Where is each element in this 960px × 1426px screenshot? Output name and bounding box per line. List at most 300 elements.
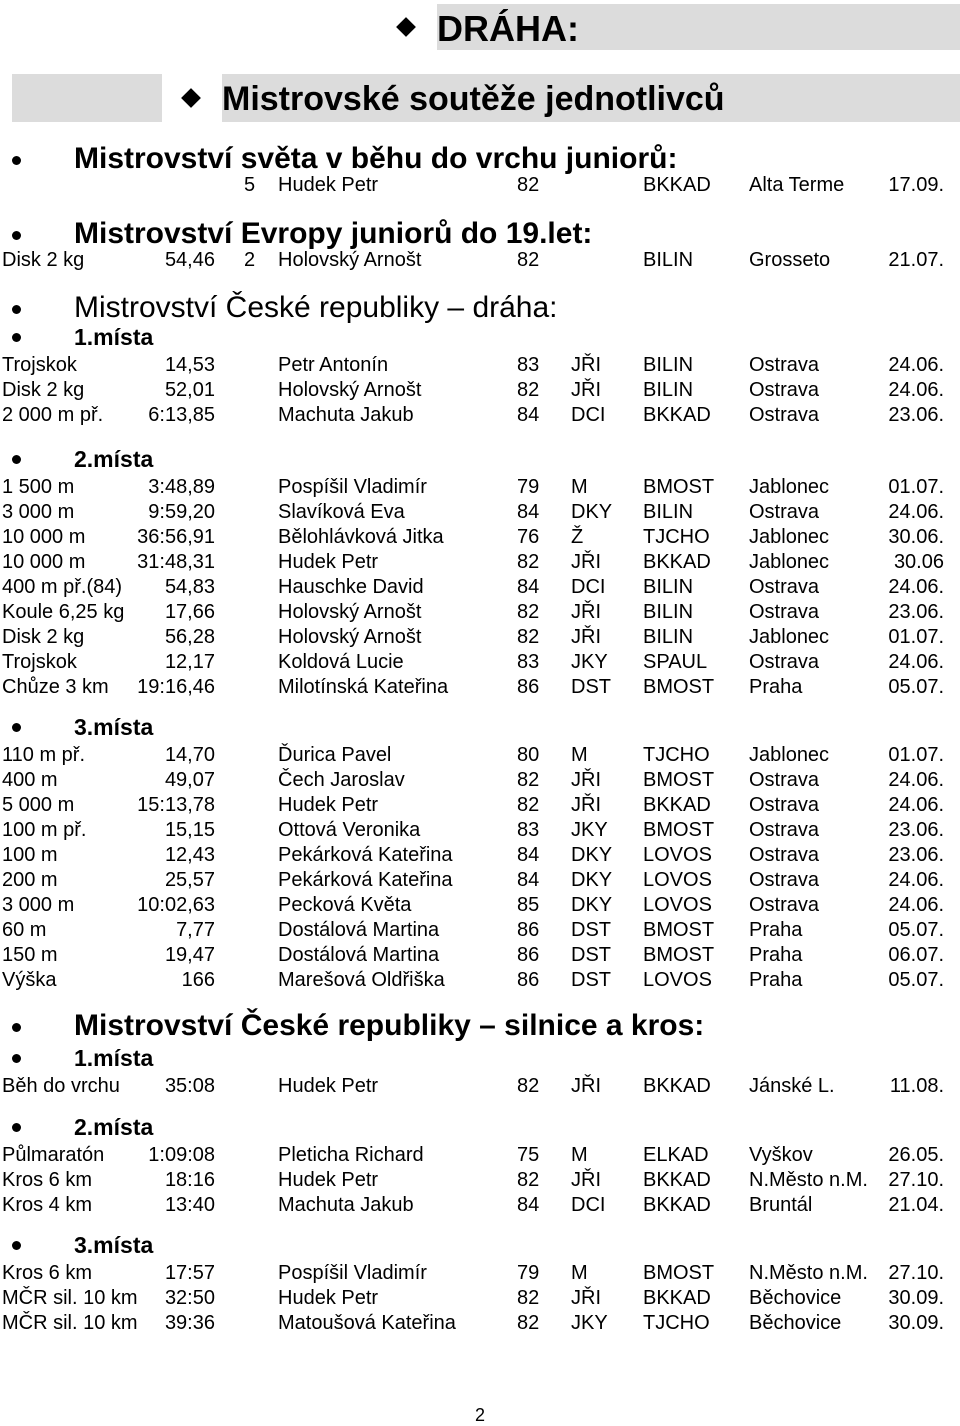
club-cell: SPAUL	[643, 651, 708, 673]
year-cell: 82	[517, 794, 540, 816]
category-cell: JŘI	[571, 1169, 601, 1191]
name-cell: Holovský Arnošt	[278, 626, 422, 648]
group-heading: 1.místa	[74, 324, 154, 350]
club-cell: BKKAD	[643, 174, 711, 196]
table-row	[0, 249, 960, 274]
name-cell: Slavíková Eva	[278, 501, 405, 523]
name-cell: Holovský Arnošt	[278, 601, 422, 623]
result-cell: 12,43	[164, 844, 215, 866]
year-cell: 83	[517, 651, 540, 673]
year-cell: 84	[517, 869, 540, 891]
year-cell: 84	[517, 576, 540, 598]
category-cell: Ž	[571, 526, 584, 548]
name-cell: Pecková Květa	[278, 894, 412, 916]
name-cell: Koldová Lucie	[278, 651, 404, 673]
table-row	[0, 1075, 960, 1100]
club-cell: TJCHO	[643, 526, 710, 548]
date-cell: 01.07.	[888, 476, 944, 498]
name-cell: Matoušová Kateřina	[278, 1312, 456, 1334]
venue-cell: Ostrava	[749, 576, 820, 598]
table-row	[0, 1194, 960, 1219]
date-cell: 30.09.	[888, 1287, 944, 1309]
year-cell: 82	[517, 1287, 540, 1309]
table-row	[0, 919, 960, 944]
result-cell: 3:48,89	[148, 476, 215, 498]
group-heading: 1.místa	[74, 1045, 154, 1071]
date-cell: 24.06.	[888, 794, 944, 816]
club-cell: BKKAD	[643, 551, 711, 573]
date-cell: 24.06.	[888, 379, 944, 401]
date-cell: 01.07.	[888, 626, 944, 648]
year-cell: 82	[517, 769, 540, 791]
table-row	[0, 944, 960, 969]
name-cell: Hudek Petr	[278, 1169, 379, 1191]
venue-cell: Běchovice	[749, 1312, 842, 1334]
result-cell: 17:57	[164, 1262, 215, 1284]
date-cell: 01.07.	[888, 744, 944, 766]
category-cell: DST	[571, 944, 611, 966]
date-cell: 24.06.	[888, 501, 944, 523]
category-cell: JŘI	[571, 551, 601, 573]
venue-cell: Praha	[749, 919, 803, 941]
place-cell: 2	[244, 249, 256, 271]
name-cell: Marešová Oldřiška	[278, 969, 445, 991]
category-cell: M	[571, 1144, 588, 1166]
date-cell: 24.06.	[888, 769, 944, 791]
discipline-cell: Výška	[2, 969, 57, 991]
table-row	[0, 769, 960, 794]
venue-cell: Jablonec	[749, 744, 830, 766]
table-row	[0, 819, 960, 844]
result-cell: 32:50	[164, 1287, 215, 1309]
discipline-cell: 2 000 m př.	[2, 404, 104, 426]
date-cell: 23.06.	[888, 844, 944, 866]
venue-cell: Ostrava	[749, 601, 820, 623]
date-cell: 30.06	[893, 551, 944, 573]
venue-cell: Jánské L.	[749, 1075, 835, 1097]
table-row	[0, 576, 960, 601]
group-heading: 3.místa	[74, 1232, 154, 1258]
venue-cell: Ostrava	[749, 844, 820, 866]
bullet-icon	[12, 156, 21, 165]
name-cell: Pospíšil Vladimír	[278, 1262, 427, 1284]
table-row	[0, 1312, 960, 1337]
category-cell: JŘI	[571, 1287, 601, 1309]
discipline-cell: Disk 2 kg	[2, 626, 85, 648]
year-cell: 82	[517, 174, 540, 196]
venue-cell: N.Město n.M.	[749, 1262, 868, 1284]
discipline-cell: 110 m př.	[2, 744, 85, 766]
discipline-cell: 10 000 m	[2, 551, 86, 573]
discipline-cell: 400 m	[2, 769, 58, 791]
result-cell: 14,70	[164, 744, 215, 766]
bullet-icon	[12, 231, 21, 240]
subtitle-bullet-box	[162, 74, 222, 122]
result-cell: 35:08	[164, 1075, 215, 1097]
name-cell: Ďurica Pavel	[278, 744, 392, 766]
discipline-cell: 5 000 m	[2, 794, 75, 816]
discipline-cell: Disk 2 kg	[2, 379, 85, 401]
club-cell: LOVOS	[643, 844, 712, 866]
table-row	[0, 354, 960, 379]
date-cell: 24.06.	[888, 869, 944, 891]
year-cell: 79	[517, 476, 540, 498]
club-cell: BKKAD	[643, 1169, 711, 1191]
club-cell: BILIN	[643, 601, 694, 623]
discipline-cell: 400 m př.(84)	[2, 576, 123, 598]
discipline-cell: Disk 2 kg	[2, 249, 85, 271]
category-cell: DCI	[571, 1194, 606, 1216]
date-cell: 24.06.	[888, 651, 944, 673]
discipline-cell: MČR sil. 10 km	[2, 1287, 138, 1309]
result-cell: 9:59,20	[148, 501, 215, 523]
date-cell: 26.05.	[888, 1144, 944, 1166]
table-row	[0, 969, 960, 994]
category-cell: M	[571, 476, 588, 498]
table-row	[0, 1144, 960, 1169]
name-cell: Pleticha Richard	[278, 1144, 424, 1166]
discipline-cell: Kros 6 km	[2, 1262, 93, 1284]
discipline-cell: Půlmaratón	[2, 1144, 105, 1166]
date-cell: 11.08.	[889, 1075, 944, 1097]
club-cell: BMOST	[643, 919, 715, 941]
venue-cell: Alta Terme	[749, 174, 845, 196]
section-heading: Mistrovství České republiky – silnice a kros:	[74, 1009, 705, 1042]
discipline-cell: Chůze 3 km	[2, 676, 109, 698]
discipline-cell: 100 m př.	[2, 819, 87, 841]
name-cell: Hudek Petr	[278, 1075, 379, 1097]
discipline-cell: 3 000 m	[2, 894, 75, 916]
page-subtitle: Mistrovské soutěže jednotlivců	[222, 80, 725, 118]
year-cell: 80	[517, 744, 540, 766]
year-cell: 76	[517, 526, 540, 548]
club-cell: BILIN	[643, 379, 694, 401]
date-cell: 27.10.	[888, 1169, 944, 1191]
section-heading: Mistrovství Evropy juniorů do 19.let:	[74, 217, 593, 250]
discipline-cell: 150 m	[2, 944, 58, 966]
club-cell: BILIN	[643, 626, 694, 648]
result-cell: 10:02,63	[137, 894, 215, 916]
discipline-cell: 100 m	[2, 844, 58, 866]
year-cell: 82	[517, 1075, 540, 1097]
venue-cell: Běchovice	[749, 1287, 842, 1309]
result-cell: 17,66	[164, 601, 215, 623]
result-cell: 14,53	[164, 354, 215, 376]
venue-cell: Jablonec	[749, 626, 830, 648]
result-cell: 52,01	[164, 379, 215, 401]
year-cell: 86	[517, 676, 540, 698]
result-cell: 56,28	[164, 626, 215, 648]
result-cell: 25,57	[164, 869, 215, 891]
category-cell: DKY	[571, 894, 613, 916]
discipline-cell: Koule 6,25 kg	[2, 601, 125, 623]
table-row	[0, 526, 960, 551]
venue-cell: N.Město n.M.	[749, 1169, 868, 1191]
group-heading: 2.místa	[74, 1114, 154, 1140]
category-cell: JKY	[571, 1312, 608, 1334]
year-cell: 84	[517, 844, 540, 866]
year-cell: 82	[517, 379, 540, 401]
subtitle-banner	[12, 74, 960, 122]
name-cell: Pospíšil Vladimír	[278, 476, 427, 498]
result-cell: 36:56,91	[137, 526, 215, 548]
club-cell: BILIN	[643, 501, 694, 523]
result-cell: 54,46	[164, 249, 215, 271]
table-row	[0, 869, 960, 894]
result-cell: 54,83	[164, 576, 215, 598]
date-cell: 17.09.	[888, 174, 944, 196]
category-cell: JKY	[571, 819, 608, 841]
club-cell: BMOST	[643, 819, 715, 841]
venue-cell: Grosseto	[749, 249, 831, 271]
club-cell: BKKAD	[643, 404, 711, 426]
name-cell: Pekárková Kateřina	[278, 844, 453, 866]
name-cell: Pekárková Kateřina	[278, 869, 453, 891]
date-cell: 23.06.	[888, 404, 944, 426]
venue-cell: Jablonec	[749, 526, 830, 548]
category-cell: DKY	[571, 844, 613, 866]
venue-cell: Praha	[749, 676, 803, 698]
table-row	[0, 551, 960, 576]
category-cell: JŘI	[571, 794, 601, 816]
year-cell: 83	[517, 819, 540, 841]
name-cell: Machuta Jakub	[278, 1194, 414, 1216]
category-cell: DCI	[571, 576, 606, 598]
table-row	[0, 1262, 960, 1287]
venue-cell: Praha	[749, 969, 803, 991]
table-row	[0, 1169, 960, 1194]
date-cell: 30.09.	[888, 1312, 944, 1334]
table-row	[0, 651, 960, 676]
year-cell: 84	[517, 404, 540, 426]
bullet-icon	[12, 1241, 21, 1250]
name-cell: Bělohlávková Jitka	[278, 526, 444, 548]
year-cell: 84	[517, 501, 540, 523]
date-cell: 24.06.	[888, 576, 944, 598]
date-cell: 05.07.	[888, 969, 944, 991]
category-cell: DST	[571, 676, 611, 698]
date-cell: 21.04.	[888, 1194, 944, 1216]
category-cell: JŘI	[571, 769, 601, 791]
date-cell: 05.07.	[888, 676, 944, 698]
venue-cell: Ostrava	[749, 404, 820, 426]
club-cell: BMOST	[643, 769, 715, 791]
name-cell: Dostálová Martina	[278, 944, 440, 966]
discipline-cell: 200 m	[2, 869, 58, 891]
date-cell: 21.07.	[888, 249, 944, 271]
club-cell: BKKAD	[643, 794, 711, 816]
year-cell: 82	[517, 626, 540, 648]
club-cell: BILIN	[643, 249, 694, 271]
bullet-icon	[12, 455, 21, 464]
table-row	[0, 794, 960, 819]
category-cell: JŘI	[571, 626, 601, 648]
name-cell: Dostálová Martina	[278, 919, 440, 941]
table-row	[0, 379, 960, 404]
venue-cell: Praha	[749, 944, 803, 966]
venue-cell: Jablonec	[749, 476, 830, 498]
section-heading: Mistrovství světa v běhu do vrchu juniorů:	[74, 142, 678, 175]
category-cell: M	[571, 1262, 588, 1284]
title-banner	[375, 4, 960, 50]
result-cell: 7,77	[176, 919, 215, 941]
result-cell: 12,17	[164, 651, 215, 673]
name-cell: Hauschke David	[278, 576, 424, 598]
club-cell: BILIN	[643, 576, 694, 598]
venue-cell: Ostrava	[749, 501, 820, 523]
result-cell: 15:13,78	[137, 794, 215, 816]
discipline-cell: MČR sil. 10 km	[2, 1312, 138, 1334]
club-cell: ELKAD	[643, 1144, 709, 1166]
table-row	[0, 1287, 960, 1312]
name-cell: Milotínská Kateřina	[278, 676, 449, 698]
category-cell: JŘI	[571, 354, 601, 376]
name-cell: Petr Antonín	[278, 354, 389, 376]
club-cell: BKKAD	[643, 1075, 711, 1097]
venue-cell: Jablonec	[749, 551, 830, 573]
result-cell: 166	[181, 969, 215, 991]
date-cell: 05.07.	[888, 919, 944, 941]
title-bullet-box	[375, 4, 437, 50]
result-cell: 19:16,46	[137, 676, 215, 698]
club-cell: TJCHO	[643, 1312, 710, 1334]
category-cell: DCI	[571, 404, 606, 426]
place-cell: 5	[244, 174, 256, 196]
date-cell: 23.06.	[888, 601, 944, 623]
result-cell: 18:16	[164, 1169, 215, 1191]
venue-cell: Ostrava	[749, 894, 820, 916]
category-cell: M	[571, 744, 588, 766]
year-cell: 82	[517, 551, 540, 573]
result-cell: 13:40	[164, 1194, 215, 1216]
table-row	[0, 174, 960, 199]
result-cell: 1:09:08	[148, 1144, 215, 1166]
discipline-cell: 3 000 m	[2, 501, 75, 523]
discipline-cell: 60 m	[2, 919, 47, 941]
discipline-cell: Trojskok	[2, 354, 77, 376]
table-row	[0, 894, 960, 919]
name-cell: Hudek Petr	[278, 174, 379, 196]
category-cell: JŘI	[571, 379, 601, 401]
result-cell: 39:36	[164, 1312, 215, 1334]
club-cell: BMOST	[643, 676, 715, 698]
discipline-cell: Běh do vrchu	[2, 1075, 120, 1097]
bullet-icon	[12, 1023, 21, 1032]
year-cell: 82	[517, 1312, 540, 1334]
club-cell: LOVOS	[643, 869, 712, 891]
club-cell: LOVOS	[643, 894, 712, 916]
club-cell: BMOST	[643, 944, 715, 966]
table-row	[0, 476, 960, 501]
discipline-cell: Kros 4 km	[2, 1194, 93, 1216]
venue-cell: Ostrava	[749, 769, 820, 791]
table-row	[0, 626, 960, 651]
bullet-icon	[12, 305, 21, 314]
diamond-bullet-icon	[396, 17, 416, 37]
table-row	[0, 404, 960, 429]
category-cell: DST	[571, 969, 611, 991]
name-cell: Ottová Veronika	[278, 819, 421, 841]
club-cell: BILIN	[643, 354, 694, 376]
category-cell: DST	[571, 919, 611, 941]
venue-cell: Ostrava	[749, 651, 820, 673]
bullet-icon	[12, 1123, 21, 1132]
table-row	[0, 601, 960, 626]
result-cell: 6:13,85	[148, 404, 215, 426]
name-cell: Hudek Petr	[278, 1287, 379, 1309]
year-cell: 86	[517, 969, 540, 991]
club-cell: LOVOS	[643, 969, 712, 991]
year-cell: 84	[517, 1194, 540, 1216]
date-cell: 27.10.	[888, 1262, 944, 1284]
page-number: 2	[474, 1405, 485, 1425]
name-cell: Hudek Petr	[278, 794, 379, 816]
year-cell: 82	[517, 1169, 540, 1191]
year-cell: 82	[517, 249, 540, 271]
year-cell: 75	[517, 1144, 540, 1166]
club-cell: BKKAD	[643, 1287, 711, 1309]
venue-cell: Ostrava	[749, 819, 820, 841]
date-cell: 23.06.	[888, 819, 944, 841]
group-heading: 3.místa	[74, 714, 154, 740]
club-cell: BKKAD	[643, 1194, 711, 1216]
name-cell: Holovský Arnošt	[278, 379, 422, 401]
venue-cell: Ostrava	[749, 354, 820, 376]
result-cell: 15,15	[164, 819, 215, 841]
club-cell: TJCHO	[643, 744, 710, 766]
bullet-icon	[12, 333, 21, 342]
bullet-icon	[12, 1054, 21, 1063]
table-row	[0, 844, 960, 869]
year-cell: 86	[517, 919, 540, 941]
category-cell: DKY	[571, 501, 613, 523]
section-heading: Mistrovství České republiky – dráha:	[74, 291, 558, 324]
venue-cell: Ostrava	[749, 794, 820, 816]
club-cell: BMOST	[643, 1262, 715, 1284]
date-cell: 30.06.	[888, 526, 944, 548]
name-cell: Hudek Petr	[278, 551, 379, 573]
name-cell: Holovský Arnošt	[278, 249, 422, 271]
table-row	[0, 744, 960, 769]
venue-cell: Ostrava	[749, 869, 820, 891]
category-cell: JŘI	[571, 1075, 601, 1097]
date-cell: 06.07.	[888, 944, 944, 966]
result-cell: 31:48,31	[137, 551, 215, 573]
table-row	[0, 501, 960, 526]
date-cell: 24.06.	[888, 354, 944, 376]
category-cell: JKY	[571, 651, 608, 673]
year-cell: 82	[517, 601, 540, 623]
result-cell: 19,47	[164, 944, 215, 966]
discipline-cell: Kros 6 km	[2, 1169, 93, 1191]
venue-cell: Bruntál	[749, 1194, 813, 1216]
diamond-bullet-icon	[181, 88, 201, 108]
result-cell: 49,07	[164, 769, 215, 791]
discipline-cell: 1 500 m	[2, 476, 75, 498]
name-cell: Machuta Jakub	[278, 404, 414, 426]
year-cell: 83	[517, 354, 540, 376]
discipline-cell: Trojskok	[2, 651, 77, 673]
category-cell: DKY	[571, 869, 613, 891]
year-cell: 79	[517, 1262, 540, 1284]
bullet-icon	[12, 723, 21, 732]
date-cell: 24.06.	[888, 894, 944, 916]
table-row	[0, 676, 960, 701]
group-heading: 2.místa	[74, 446, 154, 472]
venue-cell: Ostrava	[749, 379, 820, 401]
discipline-cell: 10 000 m	[2, 526, 86, 548]
club-cell: BMOST	[643, 476, 715, 498]
